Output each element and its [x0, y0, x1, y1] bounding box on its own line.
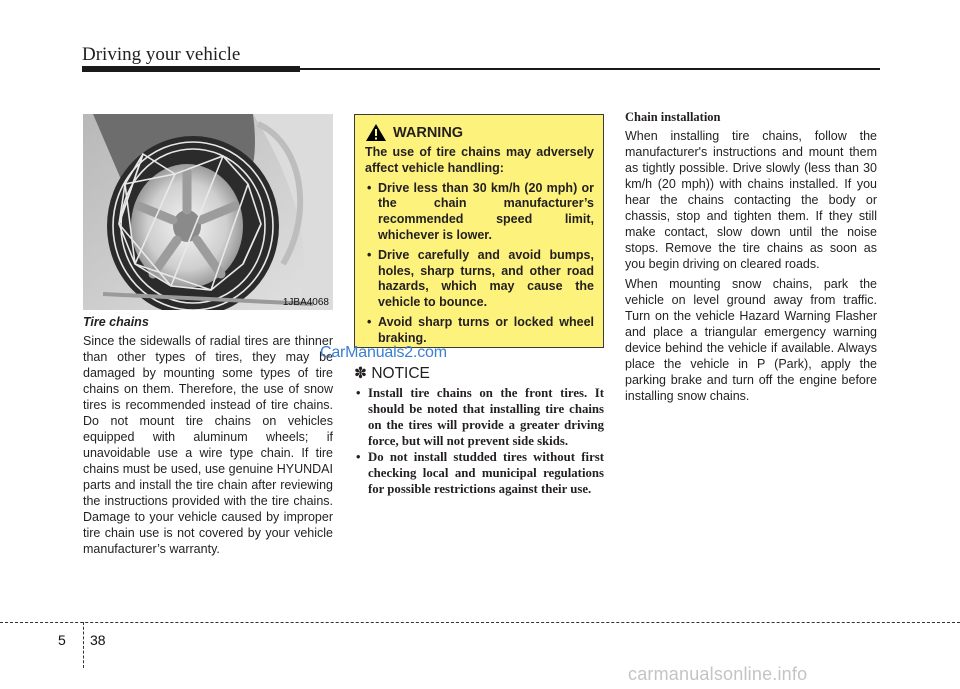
site-footer-watermark: carmanualsonline.info — [628, 664, 808, 684]
chain-installation-paragraph: When mounting snow chains, park the vehicle on level ground away from traffic. Turn on the vehicle Hazard Warning Flasher and place a triangular emergency warning device behind the vehicle if available. Always place the vehicle in P (Park), apply the parking brake and turn off the engine before installing snow chains. — [625, 277, 877, 403]
notice-heading — [354, 364, 604, 383]
notice-list — [354, 385, 604, 497]
warning-box — [354, 114, 604, 348]
header-rule-thick — [82, 66, 300, 72]
warning-item: • Avoid sharp turns or locked wheel braking. — [365, 315, 594, 347]
header-rule-thin — [300, 68, 880, 70]
notice-section — [354, 364, 604, 497]
page-header-title: Driving your vehicle — [82, 44, 241, 65]
tire-chains-title: Tire chains — [83, 315, 149, 329]
warning-item: • Drive carefully and avoid bumps, holes, sharp turns, and other road hazards, which may cause the vehicle to bounce. — [365, 248, 594, 311]
watermark-text: CarManuals2.com — [320, 344, 447, 361]
tire-chains-body: Since the sidewalls of radial tires are thinner than other types of tires, they may be damaged by mounting some types of tire chains on them. Therefore, the use of snow tires is recommended instead of tire chains. Do not mount tire chains on vehicles equipped with aluminum wheels; if unavoidable use a wire type chain. If tire chains must be used, use genuine HYUNDAI parts and install the tire chain after reviewing the instructions provided with the tire chains. Damage to your vehicle caused by improper tire chain use is not covered by your vehicle manufacturer’s warranty. — [83, 334, 333, 556]
notice-symbol-icon: ✽ — [354, 365, 367, 382]
footer-vertical-divider — [83, 622, 84, 668]
notice-item: • Install tire chains on the front tires. It should be noted that installing tire chains on the tires will provide a greater driving force, but will not prevent side skids. — [354, 385, 604, 449]
notice-item: • Do not install studded tires without first checking local and municipal regulations for possible restrictions against their use. — [354, 449, 604, 497]
warning-intro: The use of tire chains may adversely affect vehicle handling: — [365, 145, 594, 175]
page-section-number: 5 — [58, 632, 66, 648]
chain-installation-paragraph: When installing tire chains, follow the manufacturer's instructions and mount them as tightly possible. Drive slowly (less than 30 km/h (20 mph)) with chains installed. If you hear the chains contacting the body or chassis, stop and tighten them. If they still make contact, slow down until the noise stops. Remove the tire chains as soon as you begin driving on cleared roads. — [625, 129, 877, 271]
notice-title: NOTICE — [371, 365, 430, 382]
page-number: 38 — [90, 632, 106, 648]
footer-divider — [0, 622, 960, 623]
tire-chains-section — [83, 315, 333, 557]
warning-item: • Drive less than 30 km/h (20 mph) or the chain manufacturer’s recommended speed limit, whichever is lower. — [365, 181, 594, 244]
warning-triangle-icon — [365, 123, 387, 142]
tire-with-chain-drawing — [83, 114, 333, 310]
chain-installation-title: Chain installation — [625, 110, 721, 124]
tire-chain-illustration — [83, 114, 333, 310]
warning-header — [365, 123, 594, 142]
warning-title: WARNING — [393, 124, 464, 141]
figure-code-label: 1JBA4068 — [282, 297, 329, 308]
warning-list — [365, 181, 594, 347]
chain-installation-section — [625, 110, 877, 408]
